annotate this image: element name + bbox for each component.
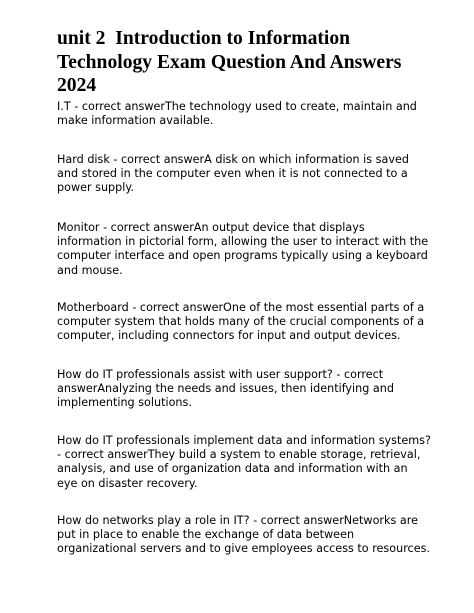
entry-line: How do networks play a role in IT? - correct answerNetworks are	[57, 514, 418, 527]
qa-entry-user-support	[57, 368, 429, 411]
entry-line: information in pictorial form, allowing the user to interact with the	[57, 235, 429, 249]
qa-entry-monitor	[57, 221, 429, 278]
entry-line: Motherboard - correct answerOne of the most essential parts of a	[57, 301, 425, 314]
entry-line: computer, including connectors for input and output devices.	[57, 329, 401, 343]
qa-entry-networks	[57, 514, 429, 557]
entry-line: Monitor - correct answerAn output device that displays	[57, 221, 365, 234]
entry-line: How do IT professionals implement data and information systems?	[57, 434, 431, 447]
entry-line: - correct answerThey build a system to enable storage, retrieval,	[57, 448, 421, 462]
entry-line: computer system that holds many of the crucial components of a	[57, 315, 425, 329]
entry-line: How do IT professionals assist with user support? - correct	[57, 368, 384, 381]
qa-entry-it	[57, 100, 429, 128]
entry-line: put in place to enable the exchange of data between	[57, 528, 355, 542]
entry-line: I.T - correct answerThe technology used to create, maintain and	[57, 100, 417, 113]
document-title	[57, 27, 437, 98]
entry-line: eye on disaster recovery.	[57, 476, 198, 490]
title-line: unit 2 Introduction to Information	[57, 28, 351, 49]
entry-line: make information available.	[57, 114, 214, 128]
entry-line: power supply.	[57, 181, 134, 195]
entry-line: computer interface and open programs typically using a keyboard	[57, 249, 428, 263]
entry-line: answerAnalyzing the needs and issues, then identifying and	[57, 382, 394, 396]
entry-line: analysis, and use of organization data and information with an	[57, 462, 408, 476]
entry-line: organizational servers and to give employees access to resources.	[57, 542, 430, 556]
entry-line: and mouse.	[57, 263, 123, 277]
entry-line: Hard disk - correct answerA disk on which information is saved	[57, 153, 409, 166]
entry-line: and stored in the computer even when it is not connected to a	[57, 167, 408, 181]
title-line: 2024	[57, 75, 97, 96]
qa-entry-hard-disk	[57, 153, 429, 196]
title-line: Technology Exam Question And Answers	[57, 51, 402, 73]
qa-entry-motherboard	[57, 301, 429, 344]
entry-line: implementing solutions.	[57, 396, 192, 410]
qa-entry-information-systems	[57, 434, 429, 491]
